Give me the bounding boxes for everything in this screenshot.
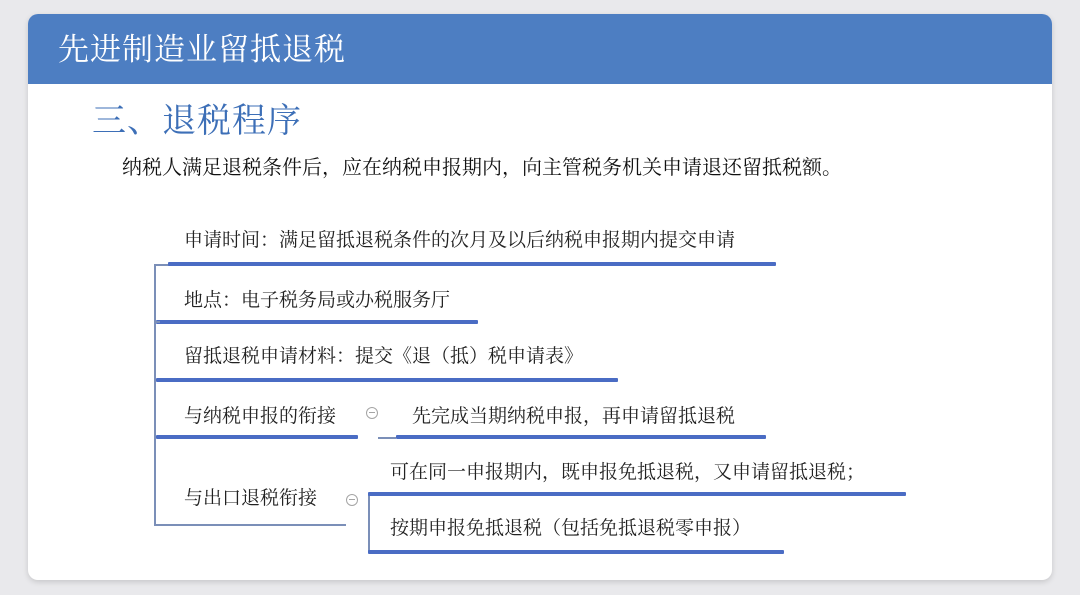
child-tax-filing-link-underline [396,435,766,439]
child-export-on-time-underline [368,550,784,554]
branch-apply-time-underline [168,262,776,266]
branch-materials: 留抵退税申请材料：提交《退（抵）税申请表》 [184,345,584,367]
branch-tax-filing-link: 与纳税申报的衔接 [184,405,337,427]
slide-title: 先进制造业留抵退税 [58,32,346,68]
branch-apply-time: 申请时间：满足留抵退税条件的次月及以后纳税申报期内提交申请 [184,229,736,251]
branch-location-underline [156,320,478,324]
branch-location: 地点：电子税务局或办税服务厅 [184,289,451,311]
branch-export-refund-link-line [154,524,346,526]
mindmap-trunk [154,264,156,526]
branch-export-refund-link: 与出口退税衔接 [184,487,318,509]
child-tax-filing-link: 先完成当期纳税申报，再申请留抵退税 [412,405,736,427]
title-bar [28,14,1052,84]
branch-location-connector [154,321,160,323]
intro-paragraph: 纳税人满足退税条件后，应在纳税申报期内，向主管税务机关申请退还留抵税额。 [122,155,842,179]
collapse-icon[interactable] [366,407,378,419]
child-export-on-time: 按期申报免抵退税（包括免抵退税零申报） [390,517,752,539]
section-heading: 三、退税程序 [92,101,302,141]
branch-materials-underline [156,378,618,382]
export-sub-trunk [368,494,370,552]
slide [28,14,1052,580]
child-export-same-period: 可在同一申报期内，既申报免抵退税，又申请留抵退税； [390,461,866,483]
branch-tax-filing-link-underline [156,435,358,439]
branch-tax-filing-link-connector [378,437,396,439]
collapse-icon[interactable] [346,494,358,506]
child-export-same-period-underline [368,492,906,496]
